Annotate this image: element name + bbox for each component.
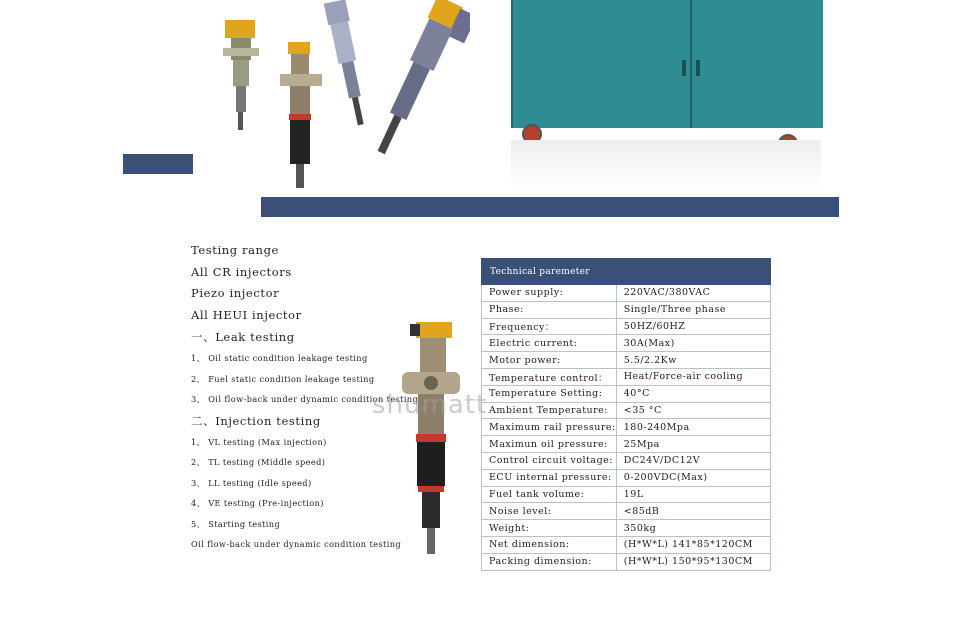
spec-label: Net dimension: <box>482 536 617 553</box>
test-bench-cabinet <box>511 0 823 128</box>
table-row <box>482 536 771 553</box>
injector-image-1 <box>215 14 267 134</box>
table-row <box>482 335 771 352</box>
table-header: Technical paremeter <box>482 259 617 285</box>
leak-testing-title: 一、Leak testing <box>191 330 295 344</box>
spec-label: Electric current: <box>482 335 617 352</box>
table-row <box>482 520 771 537</box>
injection-item: 1、 VL testing (Max injection) <box>191 436 327 447</box>
injection-item: 3、 LL testing (Idle speed) <box>191 477 312 488</box>
spec-value: 30A(Max) <box>616 335 770 352</box>
cabinet-door-split <box>690 0 692 128</box>
spec-value: 40°C <box>616 385 770 402</box>
decorative-blue-bar <box>261 197 839 217</box>
table-row <box>482 419 771 436</box>
spec-value: 0-200VDC(Max) <box>616 469 770 486</box>
spec-value: DC24V/DC12V <box>616 452 770 469</box>
testing-heading: All CR injectors <box>191 264 292 279</box>
table-row <box>482 452 771 469</box>
spec-value: (H*W*L) 150*95*130CM <box>616 553 770 570</box>
spec-value: (H*W*L) 141*85*120CM <box>616 536 770 553</box>
spec-label: Temperature Setting: <box>482 385 617 402</box>
table-row <box>482 469 771 486</box>
injector-image-main <box>398 320 464 556</box>
spec-value: <85dB <box>616 503 770 520</box>
spec-value: Single/Three phase <box>616 301 770 318</box>
decorative-blue-tab <box>123 154 193 174</box>
spec-label: Temperature control： <box>482 368 617 385</box>
table-header-row <box>482 259 771 285</box>
spec-label: Noise level: <box>482 503 617 520</box>
leak-item: 3、 Oil flow-back under dynamic condition testing <box>191 394 419 404</box>
cabinet-reflection <box>511 140 821 190</box>
spec-label: Control circuit voltage: <box>482 452 617 469</box>
spec-label: Frequency： <box>482 318 617 335</box>
injection-testing-title: 二、Injection testing <box>191 413 321 428</box>
leak-item: 1、 Oil static condition leakage testing <box>191 353 368 363</box>
table-row <box>482 503 771 520</box>
spec-value: Heat/Force-air cooling <box>616 368 770 385</box>
spec-label: Weight: <box>482 520 617 537</box>
spec-label: Motor power: <box>482 352 617 369</box>
injection-item: Oil flow-back under dynamic condition testing <box>191 539 402 549</box>
table-row <box>482 402 771 419</box>
table-row <box>482 553 771 570</box>
spec-value: 5.5/2.2Kw <box>616 352 770 369</box>
cabinet-handle <box>682 60 686 76</box>
spec-value: 19L <box>616 486 770 503</box>
injection-item: 5、 Starting testing <box>191 518 281 529</box>
spec-label: Packing dimension: <box>482 553 617 570</box>
table-row <box>482 368 771 385</box>
spec-value: 180-240Mpa <box>616 419 770 436</box>
cabinet-handle <box>696 60 700 76</box>
leak-item: 2、 Fuel static condition leakage testing <box>191 373 375 384</box>
spec-value: 220VAC/380VAC <box>616 285 770 302</box>
injection-item: 4、 VE testing (Pre-injection) <box>191 498 324 508</box>
table-row <box>482 318 771 335</box>
technical-parameter-table <box>481 258 771 571</box>
table-row <box>482 301 771 318</box>
spec-value: 25Mpa <box>616 436 770 453</box>
spec-value: 350kg <box>616 520 770 537</box>
table-row <box>482 352 771 369</box>
injector-image-4 <box>360 0 470 170</box>
table-row <box>482 285 771 302</box>
watermark: shumatt <box>372 390 488 420</box>
spec-label: Maximum rail pressure: <box>482 419 617 436</box>
spec-label: Power supply: <box>482 285 617 302</box>
spec-label: ECU internal pressure: <box>482 469 617 486</box>
table-row <box>482 486 771 503</box>
spec-label: Ambient Temperature: <box>482 402 617 419</box>
table-row <box>482 436 771 453</box>
table-header-empty <box>616 259 770 285</box>
testing-heading: Piezo injector <box>191 286 280 300</box>
testing-heading: Testing range <box>191 243 279 257</box>
spec-value: 50HZ/60HZ <box>616 318 770 335</box>
spec-label: Maximun oil pressure: <box>482 436 617 453</box>
spec-label: Phase: <box>482 301 617 318</box>
spec-label: Fuel tank volume: <box>482 486 617 503</box>
testing-heading: All HEUI injector <box>191 307 302 322</box>
table-row <box>482 385 771 402</box>
spec-value: <35 °C <box>616 402 770 419</box>
injection-item: 2、 TL testing (Middle speed) <box>191 457 326 467</box>
